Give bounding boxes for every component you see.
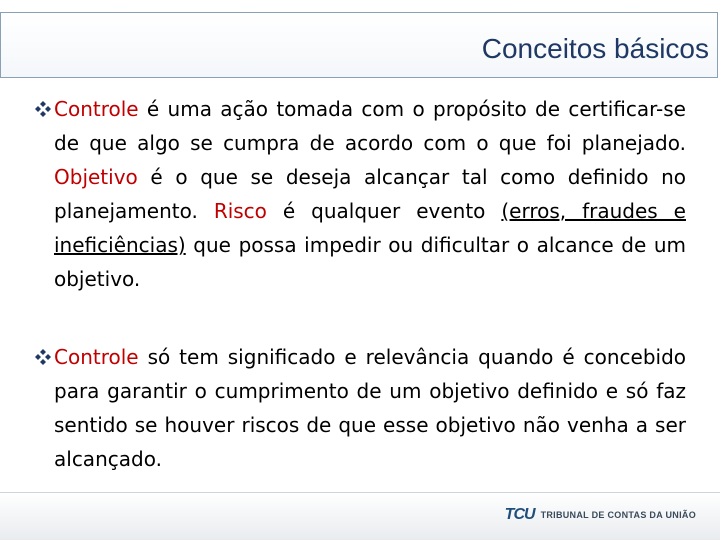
text-segment: só tem significado e relevância quando é concebido para garantir o cumprimento de um objetivo definido e só faz sentido se houver riscos de que esse objetivo não venha a ser alcançado.	[54, 345, 686, 471]
text-segment: que possa impedir ou dificultar o alcance de um objetivo.	[54, 233, 686, 291]
tcu-logo	[505, 506, 696, 524]
underlined-examples: (erros, fraudes e ineficiências)	[54, 199, 686, 257]
text-segment: é o que se deseja alcançar tal como definido no planejamento.	[54, 165, 686, 223]
text-segment: é uma ação tomada com o propósito de certificar-se de que algo se cumpra de acordo com o que foi planejado.	[54, 97, 686, 155]
term-risco: Risco	[213, 199, 267, 223]
bullet-2	[34, 340, 686, 476]
title-bar	[0, 12, 718, 78]
bullet-2-text	[54, 345, 686, 471]
diamond-bullet-icon	[34, 92, 54, 126]
term-controle: Controle	[54, 97, 139, 121]
term-objetivo: Objetivo	[54, 165, 138, 189]
footer-divider	[0, 492, 720, 493]
page-title: Conceitos básicos	[481, 33, 709, 64]
diamond-bullet-icon	[34, 340, 54, 374]
text-segment: é qualquer evento	[266, 199, 502, 223]
footer	[0, 492, 720, 540]
tcu-logo-text: TRIBUNAL DE CONTAS DA UNIÃO	[540, 510, 696, 520]
bullet-1-text	[54, 97, 686, 291]
tcu-logo-mark: TCU	[504, 506, 535, 523]
bullet-1	[34, 92, 686, 296]
term-controle: Controle	[54, 345, 139, 369]
